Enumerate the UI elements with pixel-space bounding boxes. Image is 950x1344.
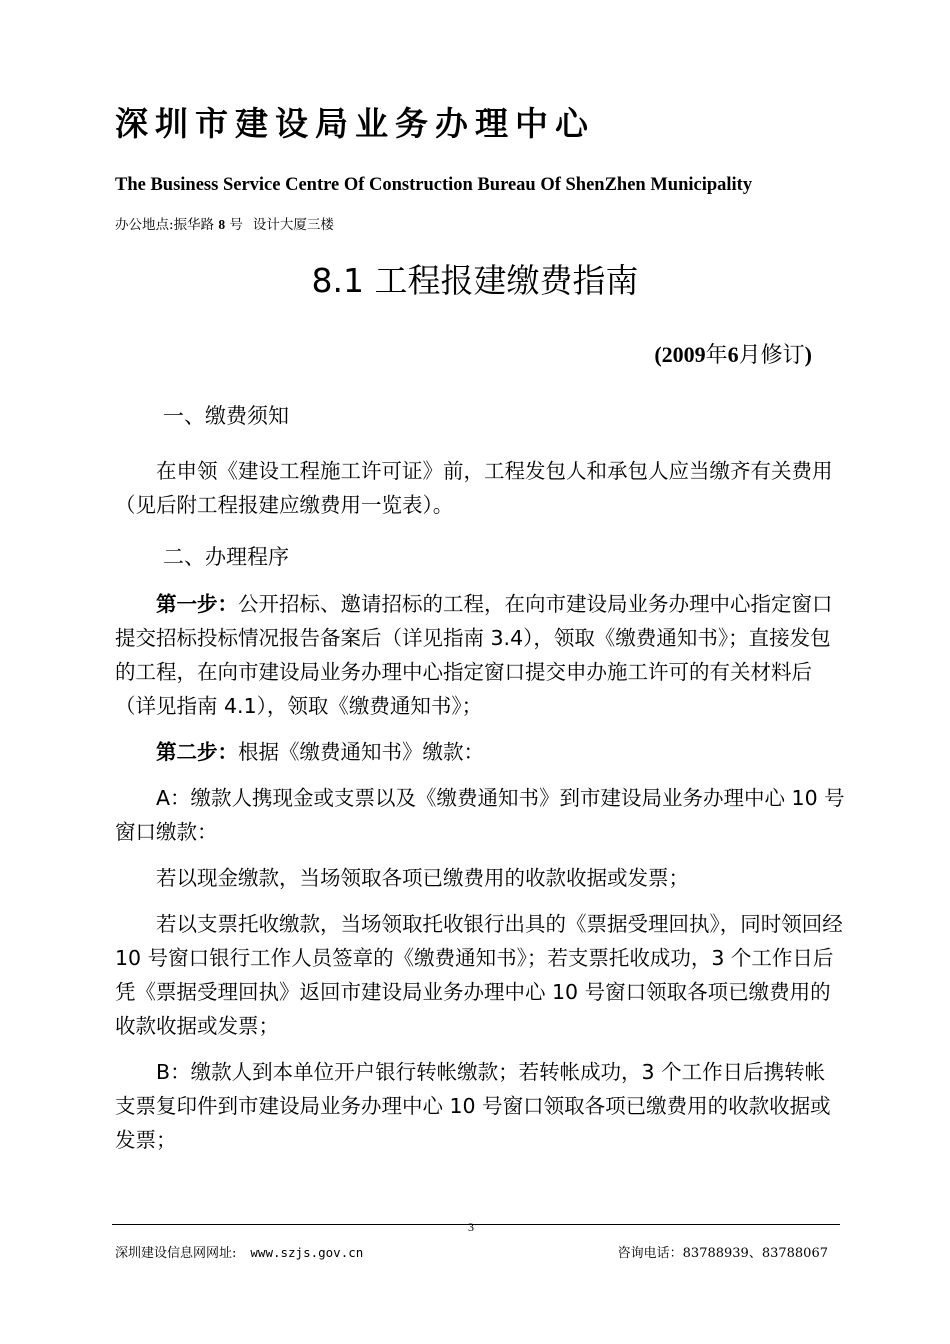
step1-label: 第一步： xyxy=(156,592,238,616)
revision-month-unit: 月修订 xyxy=(738,343,805,368)
procedure-body xyxy=(115,587,845,1157)
option-b-paragraph: B：缴款人到本单位开户银行转帐缴款；若转帐成功，3 个工作日后携转帐支票复印件到市建设局业务办理中心 10 号窗口领取各项已缴费用的收款收据或发票； xyxy=(115,1060,831,1152)
section-heading-notice: 一、缴费须知 xyxy=(163,404,289,428)
section-notice-body xyxy=(115,454,845,522)
address-unit: 号 xyxy=(229,217,243,233)
address-road: 振华路 xyxy=(173,217,215,233)
step2-paragraph xyxy=(115,735,845,769)
step1-paragraph xyxy=(115,587,845,723)
office-address xyxy=(115,213,334,233)
address-number: 8 xyxy=(218,217,226,232)
address-label: 办公地点: xyxy=(115,217,174,233)
website-url[interactable]: www.szjs.gov.cn xyxy=(250,1245,364,1260)
step2-label: 第二步： xyxy=(156,740,238,764)
footer-divider xyxy=(112,1224,840,1225)
org-name-cn: 深圳市建设局业务办理中心 xyxy=(115,104,595,143)
revision-year-unit: 年 xyxy=(705,343,728,368)
document-title: 8.1 工程报建缴费指南 xyxy=(311,261,639,300)
section-heading-procedure: 二、办理程序 xyxy=(163,545,289,569)
option-a-paragraph: A：缴款人携现金或支票以及《缴费通知书》到市建设局业务办理中心 10 号窗口缴款： xyxy=(115,786,845,844)
cheque-paragraph: 若以支票托收缴款，当场领取托收银行出具的《票据受理回执》，同时领回经 10 号窗口银行工作人员签章的《缴费通知书》；若支票托收成功，3 个工作日后凭《票据受理回执》返回市建设局业务办理中心 10 号窗口领取各项已缴费用的收款收据或发票； xyxy=(115,912,843,1038)
address-building: 设计大厦三楼 xyxy=(252,217,334,233)
revision-close: ) xyxy=(804,342,812,367)
footer-website xyxy=(115,1242,363,1261)
page-number: 3 xyxy=(468,1220,474,1234)
org-name-en: The Business Service Centre Of Construction Bureau Of ShenZhen Municipality xyxy=(115,175,753,195)
step1-text: 公开招标、邀请招标的工程，在向市建设局业务办理中心指定窗口提交招标投标情况报告备案后（详见指南 3.4），领取《缴费通知书》；直接发包的工程，在向市建设局业务办理中心指定窗口提交申办施工许可的有关材料后（详见指南 4.1），领取《缴费通知书》； xyxy=(115,592,833,718)
step2-text: 根据《缴费通知书》缴款： xyxy=(238,740,484,764)
notice-paragraph: 在申领《建设工程施工许可证》前，工程发包人和承包人应当缴齐有关费用（见后附工程报建应缴费用一览表）。 xyxy=(115,459,833,517)
cash-paragraph: 若以现金缴款，当场领取各项已缴费用的收款收据或发票； xyxy=(156,866,689,890)
revision-year: 2009 xyxy=(661,342,706,367)
revision-note xyxy=(654,338,812,369)
website-label: 深圳建设信息网网址: xyxy=(115,1246,237,1261)
revision-open: ( xyxy=(654,342,662,367)
revision-month: 6 xyxy=(727,342,739,367)
footer-phone: 咨询电话：83788939、83788067 xyxy=(617,1246,828,1261)
